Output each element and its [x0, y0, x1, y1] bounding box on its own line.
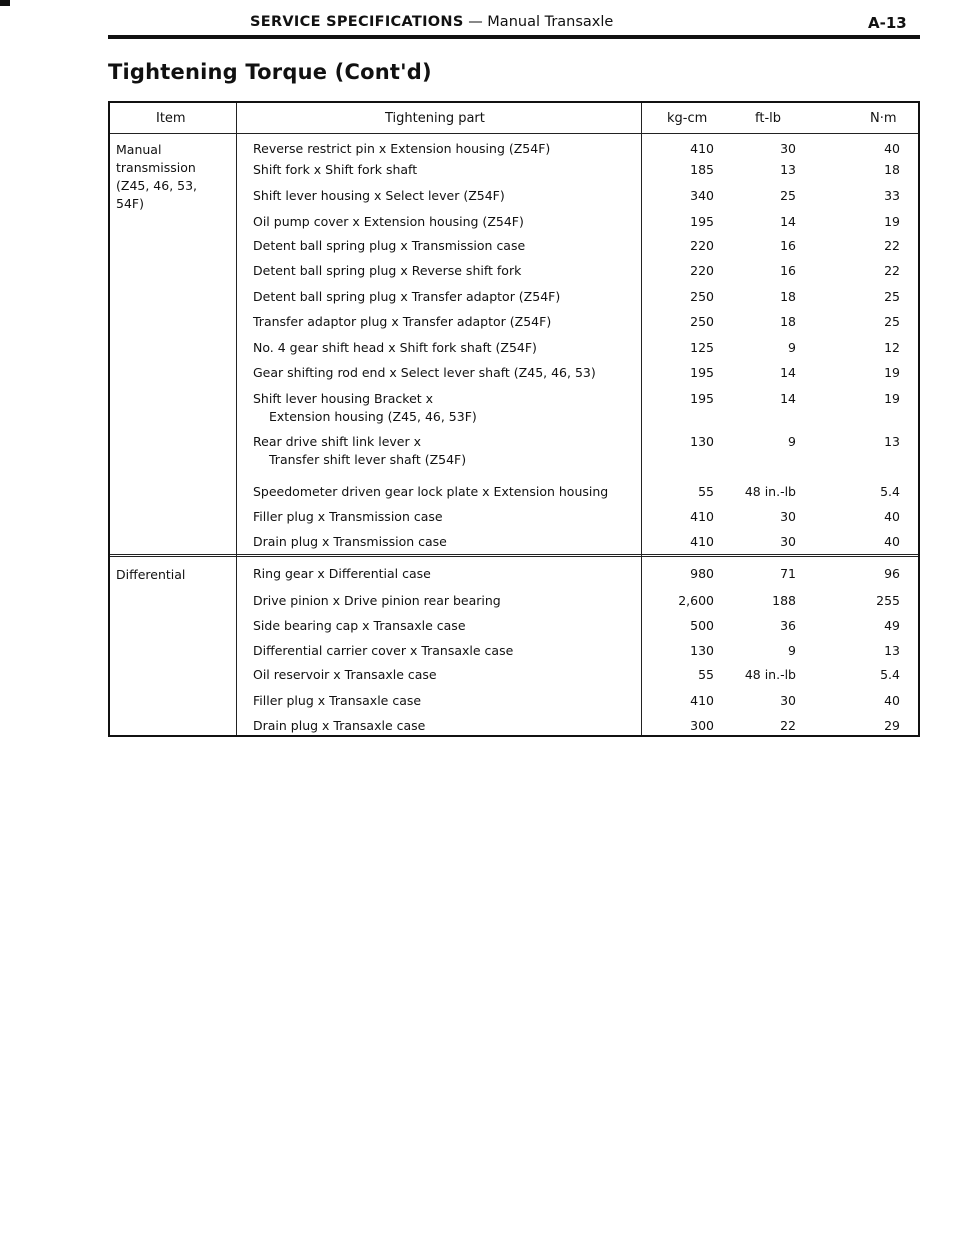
tightening-part — [253, 618, 466, 633]
header-divider — [110, 133, 918, 134]
value-ftlb: 18 — [780, 314, 796, 329]
tightening-part-text: Oil reservoir x Transaxle case — [253, 667, 437, 682]
value-kgcm: 55 — [698, 667, 714, 682]
column-divider — [641, 103, 642, 735]
value-ftlb: 16 — [780, 238, 796, 253]
value-ftlb: 14 — [780, 365, 796, 380]
tightening-part — [253, 340, 537, 355]
value-ftlb: 30 — [780, 693, 796, 708]
value-nm: 19 — [884, 391, 900, 406]
tightening-part-text: Filler plug x Transmission case — [253, 509, 443, 524]
value-kgcm: 250 — [690, 314, 714, 329]
value-ftlb: 16 — [780, 263, 796, 278]
corner-mark — [0, 0, 10, 6]
header-section: SERVICE SPECIFICATIONS — [250, 14, 464, 30]
group-item-differential: Differential — [116, 567, 186, 582]
tightening-part-text: Shift lever housing Bracket x — [253, 391, 434, 406]
tightening-part-text: No. 4 gear shift head x Shift fork shaft (Z54F) — [253, 340, 537, 355]
value-nm: 25 — [884, 289, 900, 304]
tightening-part-text: Reverse restrict pin x Extension housing (Z54F) — [253, 141, 551, 156]
value-ftlb: 13 — [780, 162, 796, 177]
tightening-part — [253, 289, 560, 304]
tightening-part — [253, 238, 525, 253]
value-ftlb: 22 — [780, 718, 796, 733]
value-ftlb: 14 — [780, 214, 796, 229]
value-ftlb: 48 in.-lb — [744, 484, 796, 499]
value-ftlb: 71 — [780, 566, 796, 581]
value-nm: 19 — [884, 214, 900, 229]
tightening-part — [253, 141, 550, 156]
tightening-part-text: Drain plug x Transmission case — [253, 534, 447, 549]
col-header-item: Item — [156, 111, 186, 126]
tightening-part — [253, 314, 551, 329]
tightening-part — [253, 718, 425, 733]
value-nm: 40 — [884, 693, 900, 708]
value-kgcm: 410 — [690, 509, 714, 524]
value-nm: 33 — [884, 188, 900, 203]
value-nm: 12 — [884, 340, 900, 355]
tightening-part — [253, 188, 505, 203]
value-nm: 22 — [884, 263, 900, 278]
value-kgcm: 130 — [690, 643, 714, 658]
page-number: A-13 — [868, 14, 907, 32]
tightening-part — [253, 391, 477, 424]
tightening-part-text: Filler plug x Transaxle case — [253, 693, 422, 708]
tightening-part-text: Gear shifting rod end x Select lever shaft (Z45, 46, 53) — [253, 365, 596, 380]
value-nm: 40 — [884, 141, 900, 156]
tightening-part — [253, 593, 501, 608]
value-kgcm: 410 — [690, 141, 714, 156]
value-nm: 5.4 — [880, 484, 900, 499]
tightening-part-text: Side bearing cap x Transaxle case — [253, 618, 466, 633]
value-ftlb: 9 — [788, 434, 796, 449]
tightening-part-continued: Extension housing (Z45, 46, 53F) — [269, 409, 477, 424]
tightening-part-text: Rear drive shift link lever x — [253, 434, 421, 449]
tightening-part-text: Differential carrier cover x Transaxle case — [253, 643, 514, 658]
value-ftlb: 30 — [780, 141, 796, 156]
value-ftlb: 30 — [780, 534, 796, 549]
tightening-part — [253, 534, 447, 549]
tightening-part-text: Detent ball spring plug x Transmission case — [253, 238, 526, 253]
header-rule — [108, 35, 920, 39]
value-kgcm: 2,600 — [678, 593, 714, 608]
value-ftlb: 9 — [788, 340, 796, 355]
tightening-part — [253, 162, 417, 177]
value-nm: 18 — [884, 162, 900, 177]
tightening-part — [253, 214, 524, 229]
tightening-part-text: Detent ball spring plug x Transfer adaptor (Z54F) — [253, 289, 561, 304]
tightening-part-text: Shift fork x Shift fork shaft — [253, 162, 418, 177]
value-kgcm: 195 — [690, 391, 714, 406]
tightening-part-text: Drain plug x Transaxle case — [253, 718, 426, 733]
value-nm: 40 — [884, 534, 900, 549]
value-ftlb: 14 — [780, 391, 796, 406]
tightening-part — [253, 434, 466, 467]
value-nm: 13 — [884, 434, 900, 449]
value-ftlb: 9 — [788, 643, 796, 658]
tightening-part-text: Shift lever housing x Select lever (Z54F) — [253, 188, 505, 203]
value-ftlb: 188 — [772, 593, 796, 608]
value-ftlb: 18 — [780, 289, 796, 304]
value-kgcm: 410 — [690, 534, 714, 549]
value-ftlb: 48 in.-lb — [744, 667, 796, 682]
tightening-part-text: Transfer adaptor plug x Transfer adaptor (Z54F) — [253, 314, 552, 329]
group-item-manual: Manual transmission (Z45, 46, 53, 54F) — [116, 142, 198, 211]
value-nm: 19 — [884, 365, 900, 380]
tightening-part — [253, 263, 521, 278]
tightening-part — [253, 484, 608, 499]
value-nm: 25 — [884, 314, 900, 329]
value-nm: 13 — [884, 643, 900, 658]
value-ftlb: 25 — [780, 188, 796, 203]
tightening-part — [253, 643, 513, 658]
value-kgcm: 220 — [690, 263, 714, 278]
tightening-part-text: Detent ball spring plug x Reverse shift fork — [253, 263, 522, 278]
value-nm: 22 — [884, 238, 900, 253]
value-kgcm: 125 — [690, 340, 714, 355]
value-kgcm: 340 — [690, 188, 714, 203]
value-ftlb: 30 — [780, 509, 796, 524]
page-title: Tightening Torque (Cont'd) — [108, 60, 432, 84]
col-header-ftlb: ft-lb — [755, 111, 781, 126]
value-nm: 49 — [884, 618, 900, 633]
value-ftlb: 36 — [780, 618, 796, 633]
tightening-part — [253, 693, 421, 708]
col-header-nm: N·m — [870, 111, 897, 126]
header-subsection: — Manual Transaxle — [468, 14, 614, 30]
tightening-part — [253, 667, 437, 682]
tightening-part-text: Drive pinion x Drive pinion rear bearing — [253, 593, 501, 608]
value-kgcm: 130 — [690, 434, 714, 449]
value-kgcm: 195 — [690, 365, 714, 380]
value-nm: 40 — [884, 509, 900, 524]
col-header-kgcm: kg-cm — [667, 111, 708, 126]
value-kgcm: 185 — [690, 162, 714, 177]
torque-table — [108, 101, 920, 737]
value-kgcm: 980 — [690, 566, 714, 581]
tightening-part-text: Ring gear x Differential case — [253, 566, 431, 581]
value-kgcm: 195 — [690, 214, 714, 229]
tightening-part — [253, 509, 443, 524]
tightening-part-text: Speedometer driven gear lock plate x Extension housing — [253, 484, 609, 499]
value-kgcm: 250 — [690, 289, 714, 304]
value-nm: 96 — [884, 566, 900, 581]
tightening-part-continued: Transfer shift lever shaft (Z54F) — [269, 452, 467, 467]
value-nm: 5.4 — [880, 667, 900, 682]
tightening-part-text: Oil pump cover x Extension housing (Z54F) — [253, 214, 524, 229]
tightening-part — [253, 566, 431, 581]
value-kgcm: 55 — [698, 484, 714, 499]
value-nm: 255 — [876, 593, 900, 608]
value-kgcm: 220 — [690, 238, 714, 253]
value-kgcm: 410 — [690, 693, 714, 708]
col-header-part: Tightening part — [385, 111, 485, 126]
column-divider — [236, 103, 237, 735]
value-nm: 29 — [884, 718, 900, 733]
value-kgcm: 300 — [690, 718, 714, 733]
tightening-part — [253, 365, 596, 380]
value-kgcm: 500 — [690, 618, 714, 633]
group-divider — [110, 554, 918, 557]
page-header — [250, 14, 613, 30]
